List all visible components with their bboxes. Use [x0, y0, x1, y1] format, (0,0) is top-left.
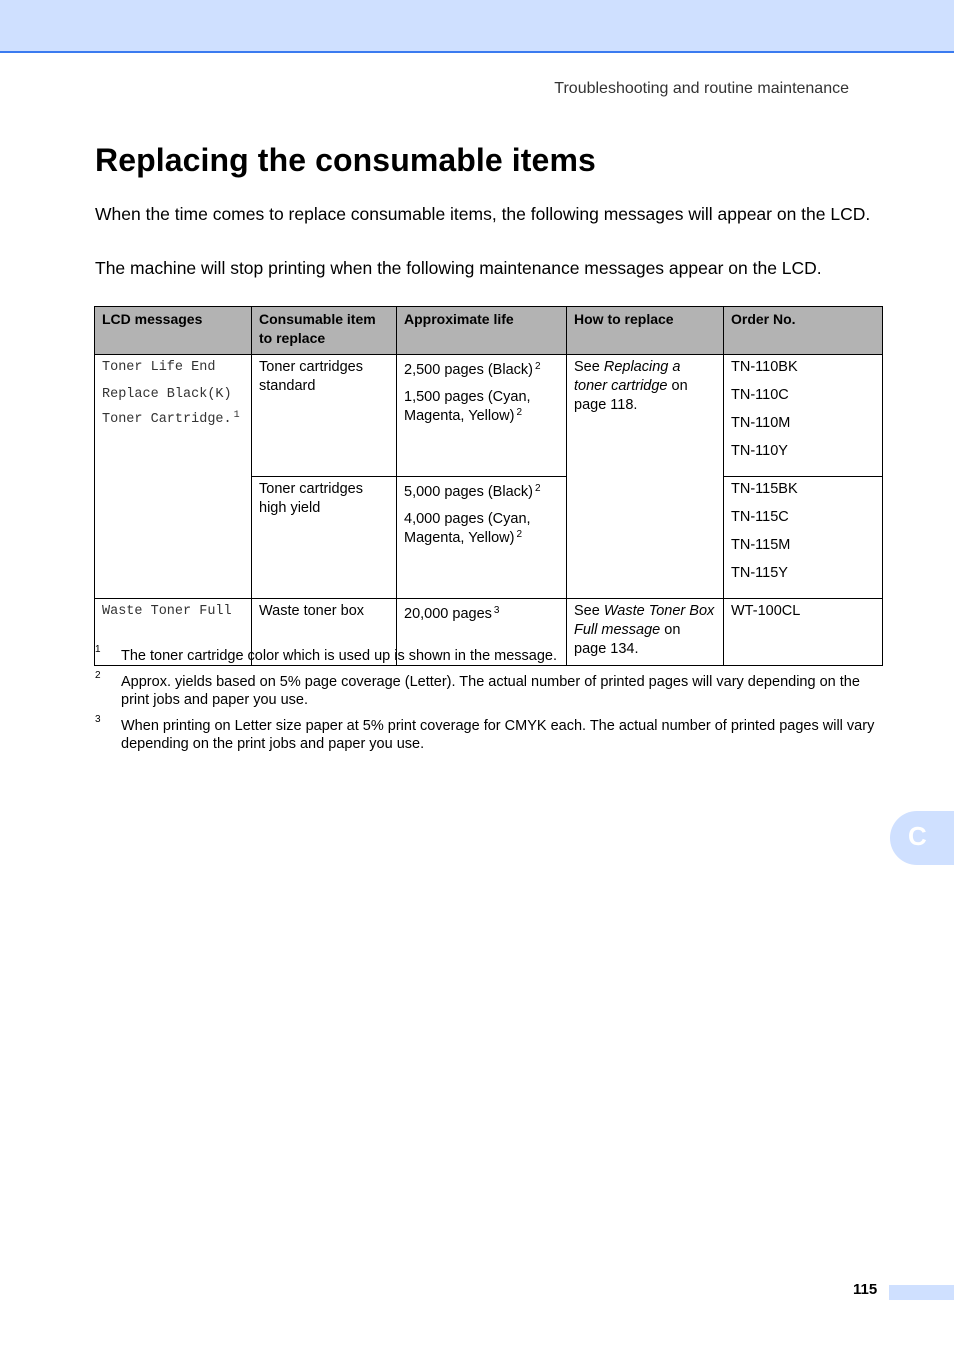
- running-header: Troubleshooting and routine maintenance: [554, 80, 849, 97]
- footnote-2: [95, 670, 885, 709]
- page-number-bar: [889, 1285, 954, 1300]
- col-header-lcd: LCD messages: [95, 307, 252, 355]
- footnote-ref: 1: [233, 410, 240, 421]
- order-number: TN-110BK: [731, 359, 798, 375]
- life-waste-value: 20,000 pages: [404, 606, 492, 622]
- order-number: TN-115M: [731, 537, 791, 553]
- order-number: TN-110Y: [731, 443, 788, 459]
- footnote-ref: 2: [534, 361, 541, 372]
- order-number: TN-115BK: [731, 481, 798, 497]
- life-black: 2,500 pages (Black): [404, 362, 533, 378]
- order-number: TN-115C: [731, 509, 789, 525]
- footnote-ref: 3: [493, 605, 500, 616]
- footnote-3: [95, 714, 885, 753]
- page-title: Replacing the consumable items: [95, 142, 596, 178]
- footnote-number: 3: [95, 714, 101, 725]
- life-standard: [397, 355, 567, 477]
- life-black: 5,000 pages (Black): [404, 484, 533, 500]
- order-high-yield: [724, 477, 883, 599]
- life-color: 1,500 pages (Cyan, Magenta, Yellow): [404, 389, 531, 424]
- order-number: TN-110M: [731, 415, 791, 431]
- how-prefix: See: [574, 359, 604, 375]
- life-color: 4,000 pages (Cyan, Magenta, Yellow): [404, 511, 531, 546]
- footnote-text: The toner cartridge color which is used up is shown in the message.: [121, 648, 558, 664]
- item-waste: Waste toner box: [252, 599, 397, 666]
- replacing-toner-link[interactable]: Replacing a toner cartridge: [574, 359, 681, 394]
- lcd-message-toner: [95, 355, 252, 599]
- how-to-replace-toner: [567, 355, 724, 599]
- footnote-text: When printing on Letter size paper at 5% print coverage for CMYK each. The actual number of printed pages will vary depending on the print jobs and paper you use.: [121, 718, 875, 752]
- chapter-letter: C: [908, 821, 927, 851]
- col-header-item: Consumable item to replace: [252, 307, 397, 355]
- footnote-number: 1: [95, 644, 101, 655]
- item-high-yield: Toner cartridges high yield: [252, 477, 397, 599]
- order-standard: [724, 355, 883, 477]
- item-standard: Toner cartridges standard: [252, 355, 397, 477]
- lcd-line: Toner Life End: [102, 360, 216, 375]
- how-prefix: See: [574, 603, 604, 619]
- table-header-row: [95, 307, 883, 355]
- chapter-tab: [890, 811, 954, 865]
- col-header-life: Approximate life: [397, 307, 567, 355]
- footnote-ref: 2: [534, 483, 541, 494]
- order-waste: WT-100CL: [724, 599, 883, 666]
- lcd-line: Replace Black(K): [102, 387, 232, 402]
- order-number: TN-115Y: [731, 565, 788, 581]
- footnote-text: Approx. yields based on 5% page coverage (Letter). The actual number of printed pages will vary depending on the print jobs and paper you use.: [121, 674, 860, 708]
- intro-paragraph-2: The machine will stop printing when the following maintenance messages appear on the LCD.: [95, 258, 822, 278]
- how-suffix: on page 134.: [574, 622, 681, 657]
- lcd-line: Toner Cartridge.: [102, 412, 232, 427]
- footnote-1: [95, 644, 885, 665]
- table-row: [95, 355, 883, 477]
- footnote-ref: 2: [516, 407, 522, 418]
- how-suffix: on page 118.: [574, 378, 688, 413]
- intro-paragraph-1: When the time comes to replace consumable items, the following messages will appear on the LCD.: [95, 204, 871, 224]
- footnote-ref: 2: [516, 529, 522, 540]
- waste-toner-link[interactable]: Waste Toner Box Full message: [574, 603, 715, 638]
- header-band: [0, 0, 954, 53]
- order-number: TN-110C: [731, 387, 789, 403]
- consumables-table: [94, 306, 883, 666]
- footnote-number: 2: [95, 670, 101, 681]
- col-header-how: How to replace: [567, 307, 724, 355]
- lcd-message-waste: Waste Toner Full: [95, 599, 252, 666]
- lcd-line-last: [102, 410, 244, 429]
- page-number: 115: [853, 1281, 878, 1298]
- col-header-order: Order No.: [724, 307, 883, 355]
- life-high-yield: [397, 477, 567, 599]
